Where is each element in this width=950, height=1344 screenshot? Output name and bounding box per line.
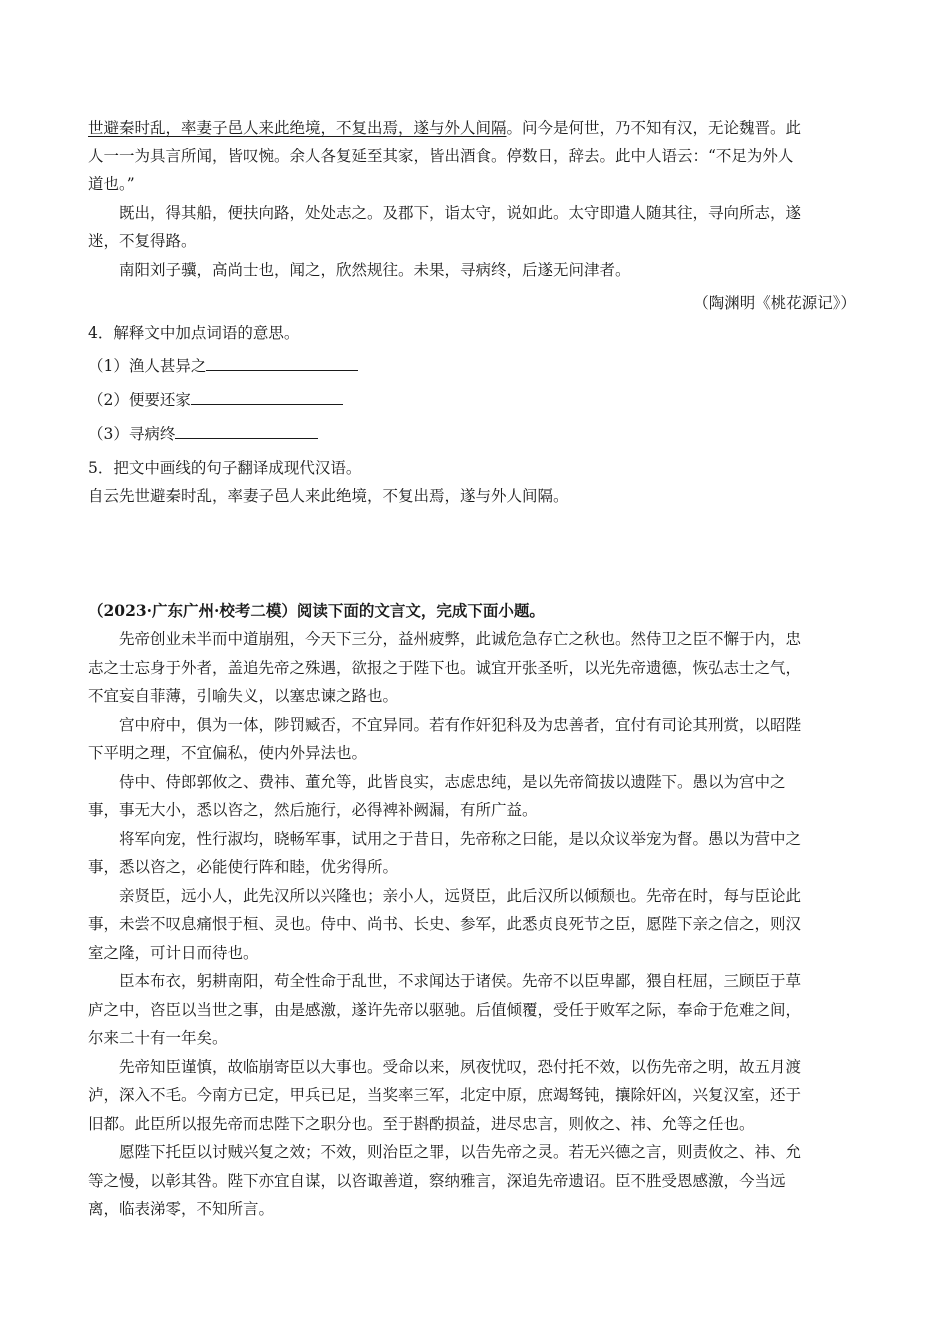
passage2-line: 事，未尝不叹息痛恨于桓、灵也。侍中、尚书、长史、参军，此悉贞良死节之臣，愿陛下亲之信之，则汉	[88, 915, 802, 933]
passage2-line: 将军向宠，性行淑均，晓畅军事，试用之于昔日，先帝称之曰能，是以众议举宠为督。愚以为营中之	[119, 830, 802, 848]
passage2-line: 不宜妄自菲薄，引喻失义，以塞忠谏之路也。	[88, 687, 399, 705]
passage1-line-3: 道也。”	[88, 175, 135, 193]
question-5-sentence: 自云先世避秦时乱，率妻子邑人来此绝境，不复出焉，遂与外人间隔。	[88, 487, 569, 505]
dotted-word: 寻	[128, 425, 145, 443]
passage2-line: 下平明之理，不宜偏私，使内外异法也。	[88, 744, 368, 762]
passage2-line: 离，临表涕零，不知所言。	[88, 1200, 275, 1218]
passage1-line-4: 既出，得其船，便扶向路，处处志之。及郡下，诣太守，说如此。太守即遣人随其往，寻向所志，遂	[119, 204, 802, 222]
passage1-line-6: 南阳刘子骥，高尚士也，闻之，欣然规往。未果，寻病终，后遂无问津者。	[119, 261, 631, 279]
question-4-1: （1）渔人甚异之	[88, 356, 868, 376]
question-4-title: 4．解释文中加点词语的意思。	[88, 324, 300, 342]
passage2-line: 臣本布衣，躬耕南阳，苟全性命于乱世，不求闻达于诸侯。先帝不以臣卑鄙，猥自枉屈，三顾臣于草	[119, 972, 802, 990]
passage2-line: 事，悉以咨之，必能使行阵和睦，优劣得所。	[88, 858, 399, 876]
passage2-line: 侍中、侍郎郭攸之、费祎、董允等，此皆良实，志虑忠纯，是以先帝简拔以遗陛下。愚以为宫中之	[119, 773, 786, 791]
passage2-line: 愿陛下托臣以讨贼兴复之效；不效，则治臣之罪，以告先帝之灵。若无兴德之言，则责攸之、祎、允	[119, 1143, 802, 1161]
passage2-heading: （2023·广东广州·校考二模）阅读下面的文言文，完成下面小题。	[88, 601, 545, 620]
passage2-line: 宫中府中，俱为一体，陟罚臧否，不宜异同。若有作奸犯科及为忠善者，宜付有司论其刑赏，以昭陛	[119, 716, 802, 734]
answer-blank-4-2[interactable]	[191, 390, 343, 405]
passage2-line: 庐之中，咨臣以当世之事，由是感激，遂许先帝以驱驰。后值倾覆，受任于败军之际，奉命于危难之间，	[88, 1001, 802, 1019]
passage1-line-1: 世避秦时乱，率妻子邑人来此绝境，不复出焉，遂与外人间隔。问今是何世，乃不知有汉，无论魏晋。此	[88, 119, 802, 137]
question-4-2: （2）便要还家	[88, 390, 868, 410]
underlined-sentence: 世避秦时乱，率妻子邑人来此绝境，不复出焉，遂与外人间隔	[88, 119, 507, 137]
question-5-title: 5．把文中画线的句子翻译成现代汉语。	[88, 459, 362, 477]
passage2-line: 室之隆，可计日而待也。	[88, 944, 259, 962]
passage2-line: 等之慢，以彰其咎。陛下亦宜自谋，以咨诹善道，察纳雅言，深追先帝遗诏。臣不胜受恩感激，今当远	[88, 1172, 786, 1190]
passage2-line: 事，事无大小，悉以咨之，然后施行，必得裨补阙漏，有所广益。	[88, 801, 538, 819]
passage1-line-5: 迷，不复得路。	[88, 232, 197, 250]
dotted-word: 要	[144, 391, 160, 409]
passage2-line: 先帝创业未半而中道崩殂，今天下三分，益州疲弊，此诚危急存亡之秋也。然侍卫之臣不懈于内，忠	[119, 630, 802, 648]
answer-blank-4-1[interactable]	[206, 356, 358, 371]
passage2-line: 志之士忘身于外者，盖追先帝之殊遇，欲报之于陛下也。诚宜开张圣听，以光先帝遗德，恢弘志士之气，	[88, 659, 802, 677]
question-4-3: （3）寻病终	[88, 424, 868, 444]
passage1-source: （陶渊明《桃花源记》）	[693, 294, 856, 312]
answer-blank-4-3[interactable]	[175, 424, 318, 439]
passage2-line: 泸，深入不毛。今南方已定，甲兵已足，当奖率三军，北定中原，庶竭驽钝，攘除奸凶，兴复汉室，还于	[88, 1086, 802, 1104]
passage2-line: 亲贤臣，远小人，此先汉所以兴隆也；亲小人，远贤臣，此后汉所以倾颓也。先帝在时，每与臣论此	[119, 887, 802, 905]
passage2-line: 尔来二十有一年矣。	[88, 1029, 228, 1047]
dotted-word: 异	[175, 357, 191, 375]
passage1-line-2: 人一一为具言所闻，皆叹惋。余人各复延至其家，皆出酒食。停数日，辞去。此中人语云：“不足为外人	[88, 147, 794, 165]
passage2-line: 先帝知臣谨慎，故临崩寄臣以大事也。受命以来，夙夜忧叹，恐付托不效，以伤先帝之明，故五月渡	[119, 1058, 802, 1076]
passage2-line: 旧都。此臣所以报先帝而忠陛下之职分也。至于斟酌损益，进尽忠言，则攸之、祎、允等之任也。	[88, 1115, 755, 1133]
dotted-word: 寻	[460, 261, 476, 279]
